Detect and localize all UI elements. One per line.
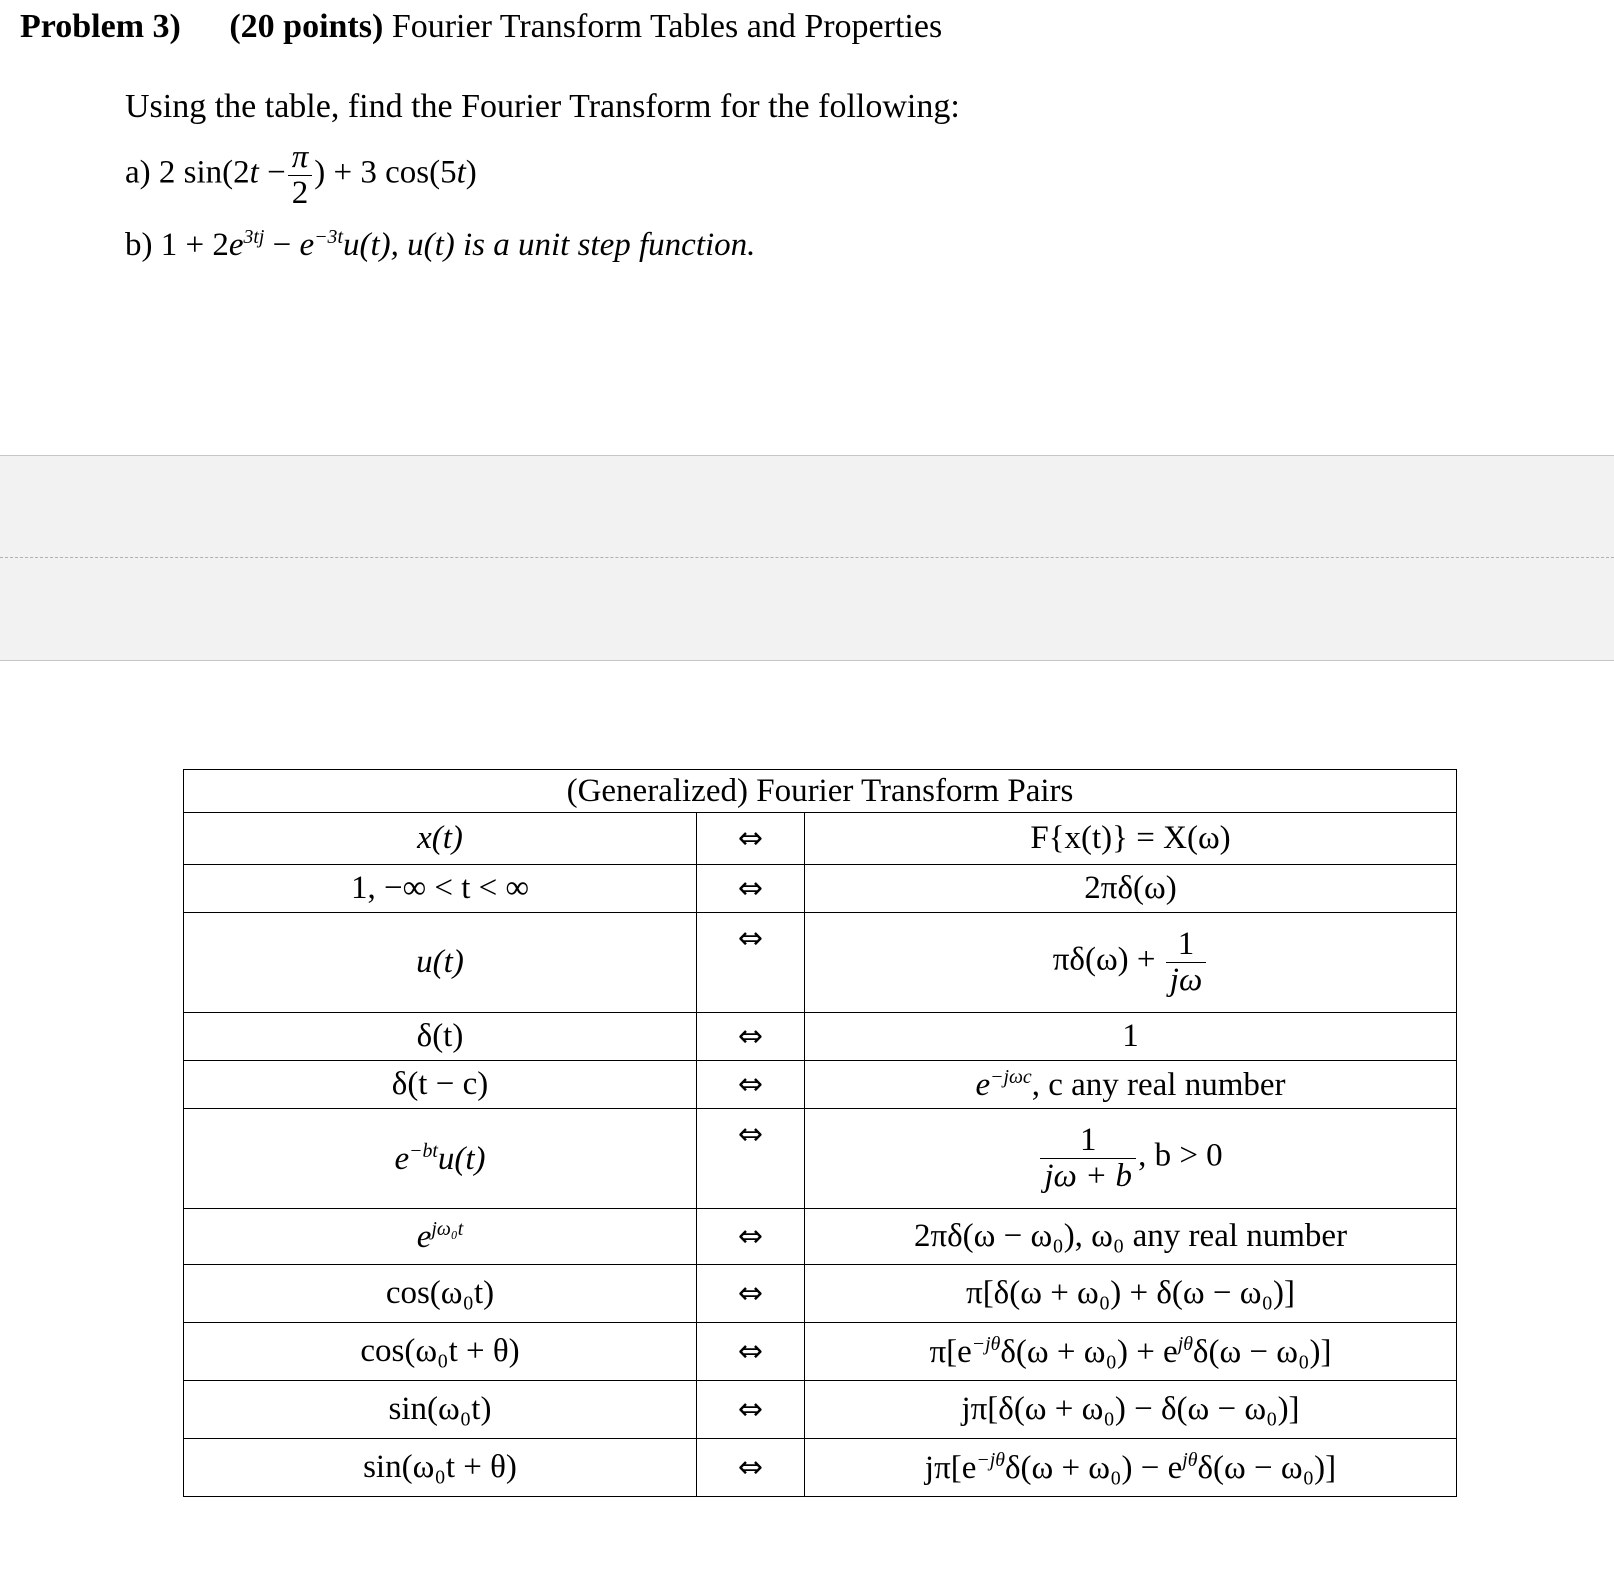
arrow-icon: ⇔	[697, 1209, 805, 1265]
row-left-post: u(t)	[437, 1140, 486, 1177]
row-right	[805, 1323, 1457, 1381]
frac-num: 1	[1177, 926, 1195, 963]
problem-points: (20 points)	[229, 8, 384, 45]
part-a-label: a)	[125, 154, 151, 191]
part-a	[125, 140, 477, 210]
row-right-pre: πδ(ω) +	[1052, 942, 1156, 979]
part-a-fraction	[288, 140, 313, 210]
row-right-exp2: jθ	[1177, 1332, 1193, 1355]
row-right-mid: δ(ω + ω₀) − e	[1004, 1449, 1183, 1486]
row-left	[184, 1209, 697, 1265]
row-left: sin(ω₀t + θ)	[184, 1439, 697, 1497]
table-title: (Generalized) Fourier Transform Pairs	[184, 770, 1457, 813]
part-b-pre: 1 + 2	[160, 227, 229, 263]
instruction-text: Using the table, find the Fourier Transform for the following:	[125, 88, 960, 125]
table-title-row	[184, 770, 1457, 813]
arrow-icon: ⇔	[697, 1013, 805, 1061]
problem-label: Problem 3)	[20, 8, 181, 45]
arrow-icon: ⇔	[697, 913, 805, 1013]
row-right-e: e	[975, 1066, 991, 1103]
row-right-exp2: jθ	[1182, 1448, 1198, 1471]
arrow-icon: ⇔	[697, 1381, 805, 1439]
row-right-mid: δ(ω + ω₀) + e	[1000, 1333, 1178, 1370]
row-right	[805, 913, 1457, 1013]
arrow-icon: ⇔	[697, 813, 805, 865]
part-a-minus: −	[258, 154, 286, 191]
table-row	[184, 1109, 1457, 1209]
table-row	[184, 865, 1457, 913]
row-right-post: δ(ω − ω₀)]	[1192, 1333, 1332, 1370]
row-left	[184, 1109, 697, 1209]
header-right-text: F{x(t)} = X(ω)	[1030, 820, 1231, 856]
arrow-icon: ⇔	[697, 1439, 805, 1497]
table-row	[184, 1381, 1457, 1439]
row-left: δ(t)	[184, 1013, 697, 1061]
part-a-t: t	[249, 154, 259, 191]
part-a-frac-den: 2	[288, 175, 313, 211]
part-b	[125, 226, 755, 264]
part-b-minus: −	[264, 227, 300, 263]
row-right	[805, 1439, 1457, 1497]
arrow-icon: ⇔	[697, 1109, 805, 1209]
row-right	[805, 1061, 1457, 1109]
table-row	[184, 1209, 1457, 1265]
row-right-exp1: −jθ	[971, 1332, 1001, 1355]
row-left: u(t)	[184, 913, 697, 1013]
part-a-t2: t	[456, 154, 466, 191]
row-right-pre: jπ[e	[924, 1449, 977, 1486]
problem-title: Fourier Transform Tables and Properties	[391, 8, 943, 45]
arrow-icon: ⇔	[697, 1265, 805, 1323]
part-b-e1: e	[228, 227, 244, 263]
table-row	[184, 1013, 1457, 1061]
part-a-close: )	[465, 154, 477, 191]
row-right-pre: π[e	[929, 1333, 972, 1370]
answer-area[interactable]	[0, 455, 1614, 661]
row-right: 2πδ(ω)	[805, 865, 1457, 913]
frac-den: jω + b	[1040, 1158, 1136, 1194]
row-right-fraction	[1040, 1123, 1136, 1193]
header-right	[805, 813, 1457, 865]
row-right: π[δ(ω + ω₀) + δ(ω − ω₀)]	[805, 1265, 1457, 1323]
row-right	[805, 1109, 1457, 1209]
dashed-divider	[0, 557, 1614, 558]
part-a-frac-num: π	[291, 139, 309, 175]
table-header-row	[184, 813, 1457, 865]
row-right-post: , b > 0	[1138, 1138, 1223, 1175]
arrow-icon: ⇔	[697, 1323, 805, 1381]
row-left-e: e	[394, 1140, 410, 1177]
problem-header	[20, 8, 942, 46]
row-right: jπ[δ(ω + ω₀) − δ(ω − ω₀)]	[805, 1381, 1457, 1439]
row-right: 1	[805, 1013, 1457, 1061]
part-b-tail: u(t), u(t) is a unit step function.	[342, 227, 756, 263]
part-b-exp1: 3tj	[243, 226, 265, 248]
arrow-icon: ⇔	[697, 1061, 805, 1109]
row-left: 1, −∞ < t < ∞	[184, 865, 697, 913]
table-row	[184, 1323, 1457, 1381]
frac-den: jω	[1166, 962, 1206, 998]
row-right-post: , c any real number	[1031, 1066, 1286, 1103]
row-left-e: e	[416, 1218, 432, 1255]
table-row	[184, 1265, 1457, 1323]
row-left: cos(ω₀t + θ)	[184, 1323, 697, 1381]
table-row	[184, 1061, 1457, 1109]
row-right-fraction	[1166, 927, 1206, 997]
row-right-exp: −jωc	[990, 1065, 1032, 1088]
row-left-exp: −bt	[409, 1139, 438, 1162]
part-a-post: ) + 3 cos(5	[314, 154, 457, 191]
part-a-pre: 2 sin(2	[158, 154, 250, 191]
row-right-exp1: −jθ	[976, 1448, 1005, 1471]
row-left: sin(ω₀t)	[184, 1381, 697, 1439]
fourier-transform-table	[183, 769, 1457, 1497]
table-row	[184, 913, 1457, 1013]
frac-num: 1	[1079, 1122, 1097, 1159]
header-left: x(t)	[184, 813, 697, 865]
row-left: δ(t − c)	[184, 1061, 697, 1109]
arrow-icon: ⇔	[697, 865, 805, 913]
part-b-exp2: −3t	[314, 226, 343, 248]
table-row	[184, 1439, 1457, 1497]
row-left-exp: jω₀t	[431, 1217, 464, 1240]
row-right: 2πδ(ω − ω₀), ω₀ any real number	[805, 1209, 1457, 1265]
part-b-e2: e	[299, 227, 315, 263]
row-right-post: δ(ω − ω₀)]	[1197, 1449, 1337, 1486]
row-left: cos(ω₀t)	[184, 1265, 697, 1323]
part-b-label: b)	[125, 227, 153, 263]
